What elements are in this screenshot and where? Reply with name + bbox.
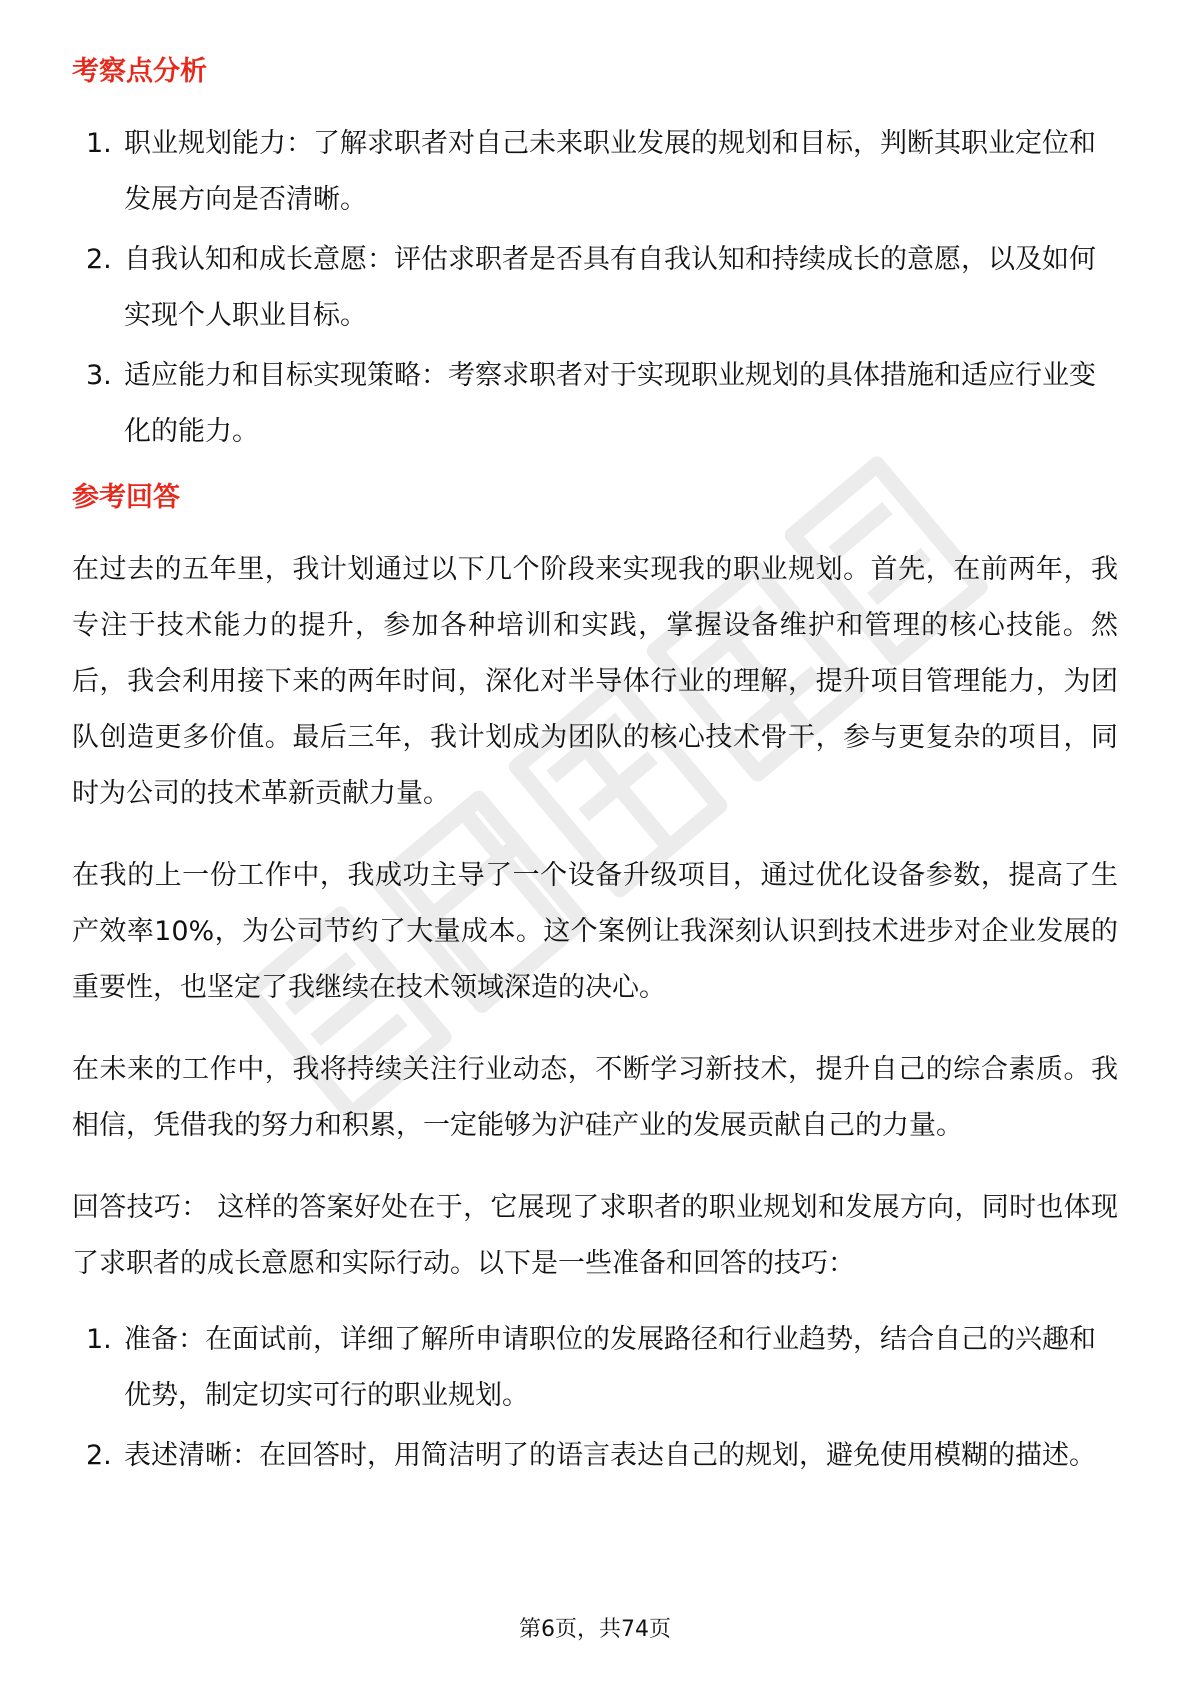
tips-list [72, 1312, 1118, 1484]
list-item [72, 348, 1118, 460]
answer-tips-intro: 回答技巧： 这样的答案好处在于，它展现了求职者的职业规划和发展方向，同时也体现了求职者的成长意愿和实际行动。以下是一些准备和回答的技巧： [72, 1192, 1118, 1279]
answer-paragraph: 在未来的工作中，我将持续关注行业动态，不断学习新技术，提升自己的综合素质。我相信，凭借我的努力和积累，一定能够为沪硅产业的发展贡献自己的力量。 [72, 1054, 1118, 1141]
list-item [72, 116, 1118, 228]
list-item-text: 准备：在面试前，详细了解所申请职位的发展路径和行业趋势，结合自己的兴趣和优势，制定切实可行的职业规划。 [124, 1324, 1096, 1411]
analysis-list [72, 116, 1118, 460]
list-item-text: 职业规划能力：了解求职者对自己未来职业发展的规划和目标，判断其职业定位和发展方向是否清晰。 [124, 128, 1096, 215]
list-item-number: 1. [86, 128, 112, 159]
list-item [72, 1428, 1118, 1484]
list-item [72, 232, 1118, 344]
answer-paragraph: 在过去的五年里，我计划通过以下几个阶段来实现我的职业规划。首先，在前两年，我专注于技术能力的提升，参加各种培训和实践，掌握设备维护和管理的核心技能。然后，我会利用接下来的两年时间，深化对半导体行业的理解，提升项目管理能力，为团队创造更多价值。最后三年，我计划成为团队的核心技术骨干，参与更复杂的项目，同时为公司的技术革新贡献力量。 [72, 554, 1118, 809]
answer-paragraph: 在我的上一份工作中，我成功主导了一个设备升级项目，通过优化设备参数，提高了生产效率10%，为公司节约了大量成本。这个案例让我深刻认识到技术进步对企业发展的重要性，也坚定了我继续在技术领域深造的决心。 [72, 860, 1118, 1003]
list-item [72, 1312, 1118, 1424]
list-item-number: 2. [86, 1440, 112, 1471]
list-item-number: 3. [86, 360, 112, 391]
list-item-text: 表述清晰：在回答时，用简洁明了的语言表达自己的规划，避免使用模糊的描述。 [124, 1440, 1096, 1471]
section-heading-reference: 参考回答 [72, 482, 180, 513]
list-item-text: 自我认知和成长意愿：评估求职者是否具有自我认知和持续成长的意愿，以及如何实现个人职业目标。 [124, 244, 1096, 331]
list-item-number: 2. [86, 244, 112, 275]
page-number-footer: 第6页，共74页 [519, 1617, 671, 1642]
list-item-number: 1. [86, 1324, 112, 1355]
list-item-text: 适应能力和目标实现策略：考察求职者对于实现职业规划的具体措施和适应行业变化的能力。 [124, 360, 1096, 447]
page-content [72, 44, 1118, 1488]
section-heading-analysis: 考察点分析 [72, 56, 207, 87]
